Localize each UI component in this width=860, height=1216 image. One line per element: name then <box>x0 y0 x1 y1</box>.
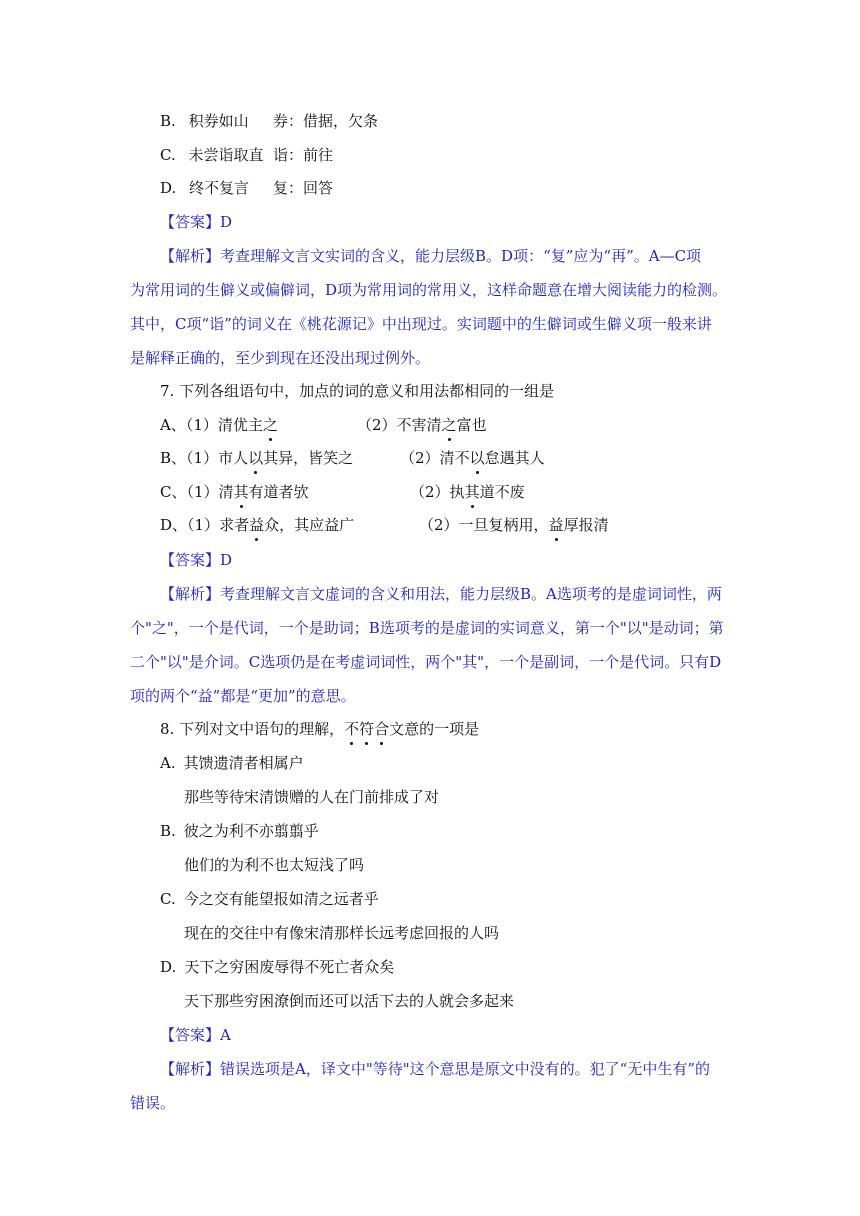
q8-explain-line-1: 【解析】错误选项是A，译文中"等待"这个意思是原文中没有的。犯了“无中生有”的 <box>160 1060 710 1078</box>
option-letter: C. <box>160 146 176 164</box>
emphasis-dot-word: 之 <box>441 416 457 434</box>
q7-option-b-part2: （2）清不以怠遇其人 <box>400 449 545 467</box>
q7-explain-line-1: 【解析】考查理解文言文虚词的含义和用法，能力层级B。A选项考的是虚词词性，两 <box>160 585 722 603</box>
emphasis-dot-word: 符 <box>359 720 375 738</box>
q7-explain-line-4: 项的两个“益”都是“更加”的意思。 <box>130 687 356 705</box>
q7-stem: 7. 下列各组语句中，加点的词的意义和用法都相同的一组是 <box>160 382 555 400</box>
option-phrase: 终不复言 <box>189 179 250 197</box>
q8-option-c: C. 今之交有能望报如清之远者乎 <box>160 890 379 908</box>
q7-option-c: C、（1）清其有道者欤 <box>160 483 309 501</box>
option-letter: B. <box>160 112 176 130</box>
option-phrase: 积券如山 <box>188 112 249 130</box>
q8-answer <box>160 1025 231 1045</box>
q8-option-a: A. 其馈遗清者相属户 <box>160 754 304 772</box>
explain-tag: 【解析】 <box>160 585 221 603</box>
q7-explain-line-2: 个"之"，一个是代词，一个是助词；B选项考的是虚词的实词意义，第一个"以"是动词；第 <box>130 619 724 637</box>
q6-option-c-gloss: 诣：前往 <box>273 146 334 164</box>
q8-option-b: B. 彼之为利不亦翦翦乎 <box>160 822 319 840</box>
q7-option-d: D、（1）求者益众，其应益广 <box>160 516 355 534</box>
answer-tag: 【答案】 <box>160 551 221 569</box>
q7-option-c-part2: （2）执其道不废 <box>410 483 525 501</box>
q6-explain-line-1: 【解析】考查理解文言文实词的含义，能力层级B。D项：“复”应为“再”。A—C项 <box>160 247 702 265</box>
emphasis-dot-word: 其 <box>233 483 249 501</box>
answer-tag: 【答案】 <box>160 1026 221 1044</box>
answer-value: D <box>220 213 233 231</box>
explain-tag: 【解析】 <box>160 1060 221 1078</box>
q7-answer <box>160 550 232 570</box>
q6-explain-line-4: 是解释正确的，至少到现在还没出现过例外。 <box>130 349 431 367</box>
emphasis-dot-word: 益 <box>249 516 265 534</box>
emphasis-dot-word: 不 <box>344 720 360 738</box>
q6-option-d <box>160 178 249 198</box>
answer-value: A <box>220 1026 231 1044</box>
q7-option-a: A、（1）清优主之 <box>160 416 278 434</box>
q6-option-d-gloss: 复：回答 <box>273 179 334 197</box>
q8-option-c-translation: 现在的交往中有像宋清那样长远考虑回报的人吗 <box>184 924 500 942</box>
q6-option-b-gloss: 券：借据，欠条 <box>273 112 379 130</box>
emphasis-dot-word: 之 <box>262 416 278 434</box>
q6-explain-line-2: 为常用词的生僻义或偏僻词，D项为常用词的常用义，这样命题意在增大阅读能力的检测。 <box>130 281 728 299</box>
answer-tag: 【答案】 <box>160 213 221 231</box>
q8-explain-line-2: 错误。 <box>130 1094 176 1112</box>
answer-value: D <box>220 551 233 569</box>
emphasis-dot-word: 以 <box>469 449 485 467</box>
option-phrase: 未尝诣取直 <box>188 146 264 164</box>
option-letter: D. <box>160 179 177 197</box>
emphasis-dot-word: 合 <box>374 720 390 738</box>
q8-option-b-translation: 他们的为利不也太短浅了吗 <box>184 856 365 874</box>
q8-stem: 8. 下列对文中语句的理解，不符合文意的一项是 <box>160 720 480 738</box>
q6-option-b <box>160 111 249 131</box>
q8-option-a-translation: 那些等待宋清馈赠的人在门前排成了对 <box>184 788 440 806</box>
q7-option-b: B、（1）市人以其异，皆笑之 <box>160 449 354 467</box>
emphasis-dot-word: 以 <box>248 449 264 467</box>
q8-option-d-translation: 天下那些穷困潦倒而还可以活下去的人就会多起来 <box>184 992 515 1010</box>
explain-tag: 【解析】 <box>160 247 221 265</box>
q7-explain-line-3: 二个"以"是介词。C选项仍是在考虚词词性，两个"其"，一个是副词，一个是代词。只有D <box>130 653 722 671</box>
q7-option-d-part2: （2）一旦复柄用，益厚报清 <box>419 516 609 534</box>
q7-option-a-part2: （2）不害清之富也 <box>357 416 487 434</box>
emphasis-dot-word: 其 <box>464 483 480 501</box>
q6-answer <box>160 212 232 232</box>
q6-option-c <box>160 145 264 165</box>
emphasis-dot-word: 益 <box>548 516 564 534</box>
q8-option-d: D. 天下之穷困废辱得不死亡者众矣 <box>160 958 395 976</box>
q6-explain-line-3: 其中，C项“诣”的词义在《桃花源记》中出现过。实词题中的生僻词或生僻义项一般来讲 <box>130 315 712 333</box>
